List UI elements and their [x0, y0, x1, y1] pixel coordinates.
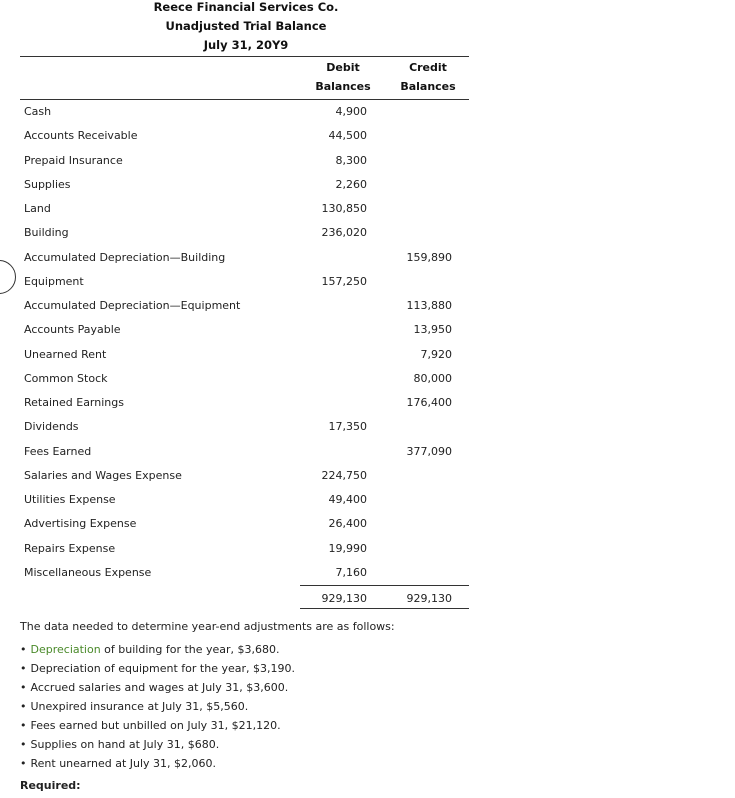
account-name: Supplies	[24, 177, 71, 191]
debit-header-line1: Debit	[326, 61, 360, 74]
table-row	[0, 105, 735, 125]
adjustments-intro: The data needed to determine year-end adjustments are as follows:	[20, 620, 395, 633]
total-credit: 929,130	[406, 592, 452, 605]
debit-amount: 8,300	[335, 153, 367, 167]
account-name: Advertising Expense	[24, 517, 137, 531]
debit-amount: 157,250	[321, 274, 367, 288]
table-row	[0, 493, 735, 513]
account-name: Retained Earnings	[24, 396, 124, 409]
account-name: Unearned Rent	[24, 347, 107, 361]
table-row	[0, 129, 735, 149]
header-rule	[20, 56, 469, 57]
sum-rule	[300, 585, 469, 586]
adjustment-text: of building for the year, $3,680.	[100, 643, 280, 656]
table-row	[0, 226, 735, 246]
account-name: Repairs Expense	[24, 541, 116, 555]
adjustment-item: • Supplies on hand at July 31, $680.	[20, 738, 295, 757]
debit-amount: 19,990	[328, 541, 367, 555]
adjustment-item: • Unexpired insurance at July 31, $5,560.	[20, 700, 295, 719]
account-name: Accumulated Depreciation—Building	[24, 250, 226, 264]
adjustment-item: • Fees earned but unbilled on July 31, $21,120.	[20, 719, 295, 738]
credit-header-line1: Credit	[409, 61, 447, 74]
table-row	[0, 420, 735, 440]
credit-amount: 377,090	[406, 444, 452, 458]
adjustment-item: • Rent unearned at July 31, $2,060.	[20, 757, 295, 776]
required-label: Required:	[20, 779, 81, 792]
table-row	[0, 251, 735, 271]
adjustment-item: • Depreciation of equipment for the year, $3,190.	[20, 662, 295, 681]
totals-row	[0, 592, 735, 612]
account-name: Utilities Expense	[24, 493, 116, 506]
table-row	[0, 348, 735, 368]
account-name: Dividends	[24, 420, 79, 434]
account-name: Land	[24, 202, 51, 215]
debit-amount: 7,160	[335, 565, 367, 579]
debit-amount: 130,850	[321, 202, 367, 215]
debit-header-line2: Balances	[315, 80, 371, 93]
total-debit: 929,130	[321, 592, 367, 605]
company-name: Reece Financial Services Co.	[153, 0, 339, 14]
account-name: Building	[24, 226, 69, 240]
account-name: Miscellaneous Expense	[24, 565, 152, 579]
credit-amount: 176,400	[406, 396, 452, 409]
account-name: Equipment	[24, 274, 84, 288]
credit-amount: 13,950	[413, 323, 452, 337]
table-row	[0, 202, 735, 222]
total-rule	[300, 608, 469, 609]
account-name: Fees Earned	[24, 444, 92, 458]
debit-amount: 49,400	[328, 493, 367, 506]
table-row	[0, 275, 735, 295]
table-row	[0, 566, 735, 586]
table-row	[0, 299, 735, 319]
adjustments-list	[20, 643, 295, 776]
table-row	[0, 178, 735, 198]
account-name: Prepaid Insurance	[24, 153, 123, 167]
debit-amount: 2,260	[335, 177, 367, 191]
credit-amount: 80,000	[413, 371, 452, 385]
credit-amount: 159,890	[406, 250, 452, 264]
adjustment-item: • Accrued salaries and wages at July 31, $3,600.	[20, 681, 295, 700]
debit-amount: 224,750	[321, 468, 367, 482]
table-row	[0, 542, 735, 562]
table-row	[0, 154, 735, 174]
depreciation-glossary-link[interactable]: Depreciation	[30, 643, 101, 656]
account-name: Common Stock	[24, 371, 108, 385]
account-name: Accumulated Depreciation—Equipment	[24, 299, 241, 312]
table-row	[0, 517, 735, 537]
credit-header-line2: Balances	[400, 80, 456, 93]
debit-amount: 17,350	[328, 420, 367, 434]
account-name: Cash	[24, 105, 52, 118]
credit-amount: 7,920	[420, 347, 452, 361]
adjustment-item	[20, 643, 295, 662]
account-name: Salaries and Wages Expense	[24, 468, 182, 482]
column-header-rule	[20, 99, 469, 100]
debit-amount: 26,400	[328, 517, 367, 531]
account-name: Accounts Payable	[24, 323, 121, 337]
table-row	[0, 396, 735, 416]
statement-title: Unadjusted Trial Balance	[165, 19, 327, 33]
table-row	[0, 323, 735, 343]
table-row	[0, 445, 735, 465]
statement-date: July 31, 20Y9	[203, 38, 289, 52]
debit-amount: 4,900	[335, 105, 367, 118]
table-row	[0, 372, 735, 392]
account-name: Accounts Receivable	[24, 129, 138, 143]
debit-amount: 44,500	[328, 129, 367, 143]
credit-amount: 113,880	[406, 299, 452, 312]
table-row	[0, 469, 735, 489]
debit-amount: 236,020	[321, 226, 367, 240]
